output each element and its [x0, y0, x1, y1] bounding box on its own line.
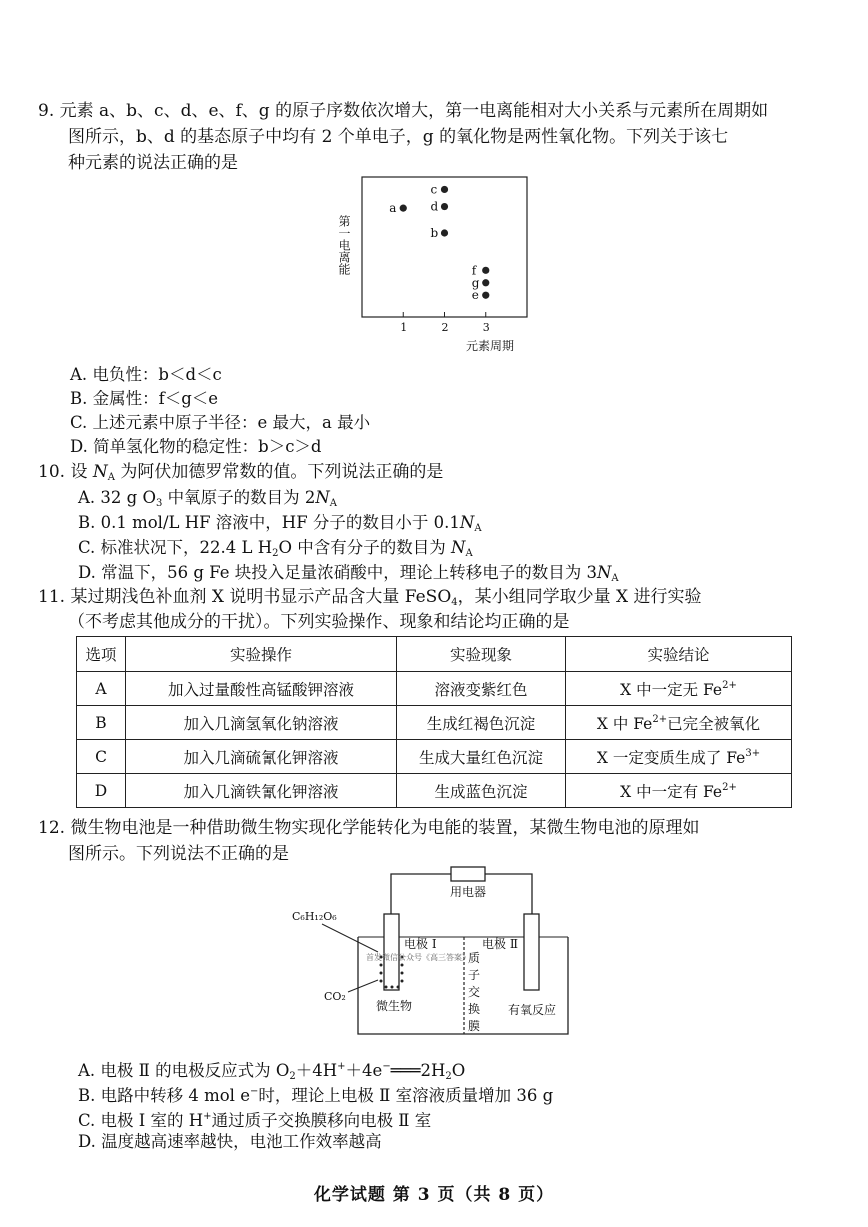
q10-a-na: N: [315, 488, 330, 507]
q12-a-rest2: ＋4e: [345, 1061, 383, 1080]
glucose-arrow: [322, 924, 378, 952]
wire-left: [391, 874, 451, 914]
q9-option-c: C. 上述元素中原子半径：e 最大，a 最小: [70, 413, 371, 432]
co2-label: CO₂: [324, 990, 346, 1003]
cell-sup: 2+: [652, 713, 668, 725]
q10-a-sub: 3: [155, 498, 163, 509]
point-b: [441, 229, 448, 236]
point-label-a: a: [389, 201, 397, 216]
membrane-char: 交: [468, 985, 481, 999]
watermark: 首发微信公众号《高三答案》: [366, 953, 470, 962]
q11-l1-sub: 4: [451, 597, 458, 608]
table-cell: [566, 706, 792, 740]
q11-l1-pre: 11. 某过期浅色补血剂 X 说明书显示产品含大量 FeSO: [38, 587, 452, 607]
q10-stem-pre: 10. 设: [38, 462, 93, 482]
table-cell: [566, 774, 792, 808]
q11-stem-line2: （不考虑其他成分的干扰）。下列实验操作、现象和结论均正确的是: [68, 612, 570, 632]
cell-text: X 一定变质生成了 Fe: [596, 748, 746, 767]
point-a: [400, 205, 407, 212]
table-header: 实验操作: [126, 637, 397, 672]
q9-option-b: B. 金属性：f＜g＜e: [70, 389, 219, 408]
q12-a-rest: ＋4H: [295, 1061, 338, 1080]
table-cell: D: [77, 774, 126, 808]
point-label-f: f: [471, 263, 477, 278]
x-axis-label: 元素周期: [466, 339, 515, 353]
q12-a-o: O: [451, 1061, 466, 1080]
table-row: [77, 740, 792, 774]
cell-sup: 3+: [745, 747, 761, 759]
q12-a-sup: +: [337, 1061, 346, 1072]
point-label-e: e: [471, 288, 479, 303]
table-cell: [566, 672, 792, 706]
q12-c-sup: +: [203, 1111, 212, 1122]
q10-c-mid: O 中含有分子的数目为: [278, 538, 452, 557]
experiment-table: [76, 636, 792, 808]
q9-option-a: A. 电负性：b＜d＜c: [70, 365, 222, 384]
x-tick-label: 2: [441, 321, 449, 334]
q12-a-sub: 2: [289, 1071, 296, 1082]
q10-b-na-sub: A: [474, 523, 482, 534]
microbial-cell-diagram: [286, 862, 586, 1042]
table-cell: 生成大量红色沉淀: [397, 740, 566, 774]
table-cell: 加入几滴硫氰化钾溶液: [126, 740, 397, 774]
q10-c-na-sub: A: [465, 548, 473, 559]
q10-b-na: N: [459, 513, 475, 532]
table-header-row: [77, 637, 792, 672]
q12-stem-line2: 图所示。下列说法不正确的是: [68, 844, 289, 864]
q9-stem-line2: 图所示，b、d 的基态原子中均有 2 个单电子，g 的氧化物是两性氧化物。下列关于该七: [68, 127, 729, 147]
table-cell: 加入过量酸性高锰酸钾溶液: [126, 672, 397, 706]
y-axis-label: 第一电离能: [337, 215, 351, 275]
q10-d-na: N: [596, 563, 612, 582]
table-cell: C: [77, 740, 126, 774]
point-g: [482, 279, 489, 286]
electrode-1: [384, 914, 399, 990]
point-e: [482, 292, 489, 299]
table-header: 实验结论: [566, 637, 792, 672]
q12-c-text: C. 电极 Ⅰ 室的 H: [78, 1111, 204, 1130]
membrane-char: 膜: [468, 1019, 481, 1033]
point-f: [482, 267, 489, 274]
table-header: 实验现象: [397, 637, 566, 672]
cell-text: X 中一定无 Fe: [620, 680, 723, 699]
q10-c-text: C. 标准状况下，22.4 L H: [78, 538, 273, 557]
electrode-2-label: 电极 Ⅱ: [482, 937, 518, 951]
q10-d-na-sub: A: [611, 573, 619, 584]
cell-text: 已完全被氧化: [667, 714, 761, 733]
q9-stem-line3: 种元素的说法正确的是: [68, 153, 238, 173]
q12-b-post: 时，理论上电极 Ⅱ 室溶液质量增加 36 g: [258, 1086, 554, 1105]
chart-marks: [389, 182, 490, 334]
q10-na-sub: A: [107, 472, 115, 483]
cell-sup: 2+: [722, 781, 737, 793]
point-d: [441, 203, 448, 210]
table-cell: 加入几滴铁氰化钾溶液: [126, 774, 397, 808]
table-cell: 溶液变紫红色: [397, 672, 566, 706]
q12-stem-line1: 12. 微生物电池是一种借助微生物实现化学能转化为电能的装置，某微生物电池的原理如: [38, 818, 700, 838]
q10-na: N: [92, 462, 108, 482]
point-c: [441, 186, 448, 193]
x-tick-label: 1: [400, 321, 408, 334]
page-footer: 化学试题 第 3 页（共 8 页）: [313, 1185, 555, 1205]
q9-stem-line1: 9. 元素 a、b、c、d、e、f、g 的原子序数依次增大，第一电离能相对大小关系与元素所在周期如: [38, 101, 769, 121]
load-resistor: [451, 867, 485, 881]
membrane-char: 子: [468, 968, 481, 982]
q12-b-sup: −: [249, 1086, 259, 1097]
glucose-label: C₆H₁₂O₆: [292, 910, 337, 923]
table-cell: 加入几滴氢氧化钠溶液: [126, 706, 397, 740]
table-header: 选项: [77, 637, 126, 672]
aerobic-label: 有氧反应: [508, 1003, 557, 1017]
point-label-g: g: [471, 275, 480, 290]
q9-option-d: D. 简单氢化物的稳定性：b＞c＞d: [70, 437, 322, 456]
q11-l1-post: ，某小组同学取少量 X 进行实验: [457, 587, 702, 607]
microbe-label: 微生物: [376, 999, 413, 1013]
q10-a-post: 中氧原子的数目为 2: [162, 488, 316, 507]
table-row: [77, 706, 792, 740]
co2-arrow: [348, 980, 378, 992]
q10-d-text: D. 常温下，56 g Fe 块投入足量浓硝酸中，理论上转移电子的数目为 3: [78, 563, 597, 582]
membrane-char: 质: [468, 951, 481, 965]
table-cell: [566, 740, 792, 774]
cell-text: X 中 Fe: [596, 714, 653, 733]
ionization-energy-chart: [330, 175, 560, 355]
q10-b-text: B. 0.1 mol/L HF 溶液中，HF 分子的数目小于 0.1: [78, 513, 460, 532]
q10-a-text: A. 32 g O: [78, 488, 156, 507]
cell-sup: 2+: [722, 679, 737, 691]
q12-option-d: D. 温度越高速率越快，电池工作效率越高: [78, 1132, 382, 1151]
wire-right: [485, 874, 532, 914]
q10-c-na: N: [451, 538, 466, 557]
table-row: [77, 774, 792, 808]
point-label-d: d: [430, 199, 439, 214]
load-label: 用电器: [450, 885, 487, 899]
q10-c-sub: 2: [272, 548, 279, 559]
table-cell: 生成蓝色沉淀: [397, 774, 566, 808]
point-label-c: c: [430, 182, 438, 197]
q12-a-sub2: 2: [445, 1071, 452, 1082]
table-cell: 生成红褐色沉淀: [397, 706, 566, 740]
q12-c-post: 通过质子交换膜移向电极 Ⅱ 室: [211, 1111, 432, 1130]
x-tick-label: 3: [482, 321, 490, 334]
electrode-2: [524, 914, 539, 990]
membrane-char: 换: [468, 1002, 481, 1016]
q12-a-end: ═══2H: [390, 1061, 446, 1080]
point-label-b: b: [430, 226, 439, 240]
electrode-1-label: 电极 Ⅰ: [404, 937, 437, 951]
q10-stem-post: 为阿伏加德罗常数的值。下列说法正确的是: [114, 462, 444, 482]
chart-frame: [362, 177, 527, 317]
cell-text: X 中一定有 Fe: [620, 782, 723, 801]
q12-a-sup2: −: [382, 1061, 391, 1072]
q10-a-na-sub: A: [329, 498, 338, 509]
table-cell: B: [77, 706, 126, 740]
q12-b-text: B. 电路中转移 4 mol e: [78, 1086, 250, 1105]
table-row: [77, 672, 792, 706]
table-cell: A: [77, 672, 126, 706]
q12-a-pre: A. 电极 Ⅱ 的电极反应式为 O: [78, 1061, 290, 1080]
membrane-label: [468, 950, 480, 1033]
